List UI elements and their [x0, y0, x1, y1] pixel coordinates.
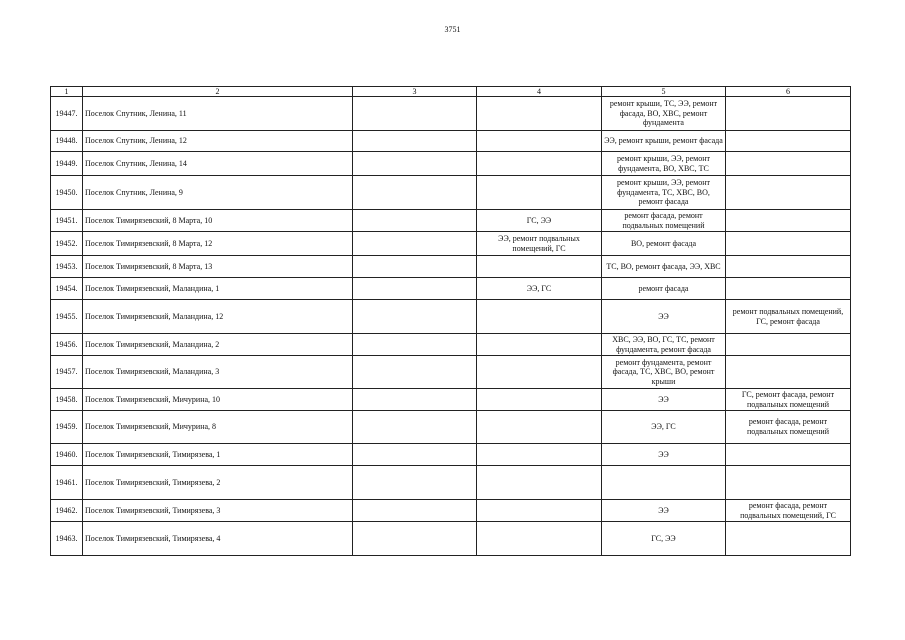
address-cell: Поселок Тимирязевский, 8 Марта, 13 [83, 256, 353, 278]
column-6-cell [726, 522, 851, 556]
row-number: 19459. [51, 411, 83, 444]
row-number: 19449. [51, 152, 83, 176]
table-row [51, 356, 851, 389]
column-4-cell [477, 411, 602, 444]
column-3-cell [353, 131, 477, 152]
table-row [51, 522, 851, 556]
column-3-cell [353, 411, 477, 444]
column-4-cell [477, 466, 602, 500]
column-5-cell: ЭЭ [602, 389, 726, 411]
header-row [51, 87, 851, 97]
column-5-cell: ЭЭ [602, 500, 726, 522]
table-row [51, 444, 851, 466]
column-5-cell: ХВС, ЭЭ, ВО, ГС, ТС, ремонт фундамента, ремонт фасада [602, 334, 726, 356]
table-row [51, 389, 851, 411]
row-number: 19447. [51, 97, 83, 131]
row-number: 19454. [51, 278, 83, 300]
table-row [51, 411, 851, 444]
column-3-cell [353, 232, 477, 256]
table-row [51, 500, 851, 522]
address-cell: Поселок Тимирязевский, Тимирязева, 1 [83, 444, 353, 466]
row-number: 19448. [51, 131, 83, 152]
column-4-cell [477, 334, 602, 356]
column-3-cell [353, 210, 477, 232]
column-6-cell: ремонт фасада, ремонт подвальных помещений, ГС [726, 500, 851, 522]
column-6-cell [726, 152, 851, 176]
column-5-cell: ремонт крыши, ЭЭ, ремонт фундамента, ВО, ХВС, ТС [602, 152, 726, 176]
column-6-cell: ГС, ремонт фасада, ремонт подвальных помещений [726, 389, 851, 411]
column-4-cell [477, 176, 602, 210]
column-5-cell: ВО, ремонт фасада [602, 232, 726, 256]
row-number: 19453. [51, 256, 83, 278]
column-3-cell [353, 152, 477, 176]
address-cell: Поселок Спутник, Ленина, 11 [83, 97, 353, 131]
row-number: 19458. [51, 389, 83, 411]
column-6-cell [726, 356, 851, 389]
column-4-cell [477, 152, 602, 176]
column-6-cell [726, 256, 851, 278]
table-row [51, 131, 851, 152]
row-number: 19455. [51, 300, 83, 334]
table-row [51, 232, 851, 256]
table-row [51, 210, 851, 232]
table-row [51, 176, 851, 210]
column-6-cell: ремонт фасада, ремонт подвальных помещений [726, 411, 851, 444]
address-cell: Поселок Тимирязевский, 8 Марта, 12 [83, 232, 353, 256]
column-5-cell: ЭЭ [602, 444, 726, 466]
column-3-cell [353, 256, 477, 278]
column-3-cell [353, 176, 477, 210]
table-row [51, 256, 851, 278]
address-cell: Поселок Тимирязевский, Тимирязева, 2 [83, 466, 353, 500]
table-row [51, 334, 851, 356]
column-3-cell [353, 334, 477, 356]
column-6-cell [726, 176, 851, 210]
address-cell: Поселок Спутник, Ленина, 14 [83, 152, 353, 176]
column-6-cell [726, 131, 851, 152]
column-3-cell [353, 444, 477, 466]
column-4-cell [477, 97, 602, 131]
table-row [51, 152, 851, 176]
register-table [50, 86, 851, 556]
row-number: 19451. [51, 210, 83, 232]
column-3-cell [353, 522, 477, 556]
column-5-cell: ЭЭ, ремонт крыши, ремонт фасада [602, 131, 726, 152]
column-6-cell [726, 97, 851, 131]
column-header-1: 1 [51, 87, 83, 97]
address-cell: Поселок Тимирязевский, Мичурина, 10 [83, 389, 353, 411]
row-number: 19463. [51, 522, 83, 556]
column-5-cell: ремонт крыши, ЭЭ, ремонт фундамента, ТС, ХВС, ВО, ремонт фасада [602, 176, 726, 210]
column-4-cell [477, 300, 602, 334]
column-header-3: 3 [353, 87, 477, 97]
column-4-cell [477, 500, 602, 522]
column-6-cell [726, 232, 851, 256]
column-4-cell: ГС, ЭЭ [477, 210, 602, 232]
column-header-6: 6 [726, 87, 851, 97]
address-cell: Поселок Тимирязевский, Маландина, 12 [83, 300, 353, 334]
column-3-cell [353, 356, 477, 389]
column-3-cell [353, 97, 477, 131]
row-number: 19456. [51, 334, 83, 356]
address-cell: Поселок Тимирязевский, Маландина, 1 [83, 278, 353, 300]
column-4-cell [477, 444, 602, 466]
column-4-cell: ЭЭ, ремонт подвальных помещений, ГС [477, 232, 602, 256]
column-4-cell [477, 256, 602, 278]
row-number: 19462. [51, 500, 83, 522]
address-cell: Поселок Тимирязевский, Тимирязева, 4 [83, 522, 353, 556]
column-header-2: 2 [83, 87, 353, 97]
address-cell: Поселок Тимирязевский, Мичурина, 8 [83, 411, 353, 444]
column-4-cell [477, 131, 602, 152]
address-cell: Поселок Тимирязевский, Маландина, 3 [83, 356, 353, 389]
column-5-cell: ЭЭ, ГС [602, 411, 726, 444]
column-3-cell [353, 278, 477, 300]
column-5-cell: ТС, ВО, ремонт фасада, ЭЭ, ХВС [602, 256, 726, 278]
address-cell: Поселок Тимирязевский, 8 Марта, 10 [83, 210, 353, 232]
column-5-cell: ГС, ЭЭ [602, 522, 726, 556]
column-6-cell [726, 210, 851, 232]
column-4-cell [477, 356, 602, 389]
column-header-5: 5 [602, 87, 726, 97]
row-number: 19450. [51, 176, 83, 210]
column-6-cell [726, 466, 851, 500]
column-4-cell: ЭЭ, ГС [477, 278, 602, 300]
column-3-cell [353, 300, 477, 334]
column-6-cell [726, 444, 851, 466]
row-number: 19460. [51, 444, 83, 466]
table-row [51, 97, 851, 131]
row-number: 19461. [51, 466, 83, 500]
column-6-cell [726, 278, 851, 300]
column-5-cell: ремонт фасада [602, 278, 726, 300]
column-6-cell: ремонт подвальных помещений, ГС, ремонт фасада [726, 300, 851, 334]
table-row [51, 300, 851, 334]
column-6-cell [726, 334, 851, 356]
column-3-cell [353, 500, 477, 522]
column-header-4: 4 [477, 87, 602, 97]
column-5-cell: ремонт крыши, ТС, ЭЭ, ремонт фасада, ВО, ХВС, ремонт фундамента [602, 97, 726, 131]
column-3-cell [353, 466, 477, 500]
table-row [51, 278, 851, 300]
column-5-cell [602, 466, 726, 500]
column-5-cell: ремонт фасада, ремонт подвальных помещений [602, 210, 726, 232]
address-cell: Поселок Тимирязевский, Маландина, 2 [83, 334, 353, 356]
column-5-cell: ремонт фундамента, ремонт фасада, ТС, ХВС, ВО, ремонт крыши [602, 356, 726, 389]
address-cell: Поселок Тимирязевский, Тимирязева, 3 [83, 500, 353, 522]
page-number: 3751 [444, 25, 461, 34]
column-5-cell: ЭЭ [602, 300, 726, 334]
column-4-cell [477, 389, 602, 411]
row-number: 19457. [51, 356, 83, 389]
address-cell: Поселок Спутник, Ленина, 12 [83, 131, 353, 152]
column-4-cell [477, 522, 602, 556]
table-row [51, 466, 851, 500]
row-number: 19452. [51, 232, 83, 256]
address-cell: Поселок Спутник, Ленина, 9 [83, 176, 353, 210]
column-3-cell [353, 389, 477, 411]
